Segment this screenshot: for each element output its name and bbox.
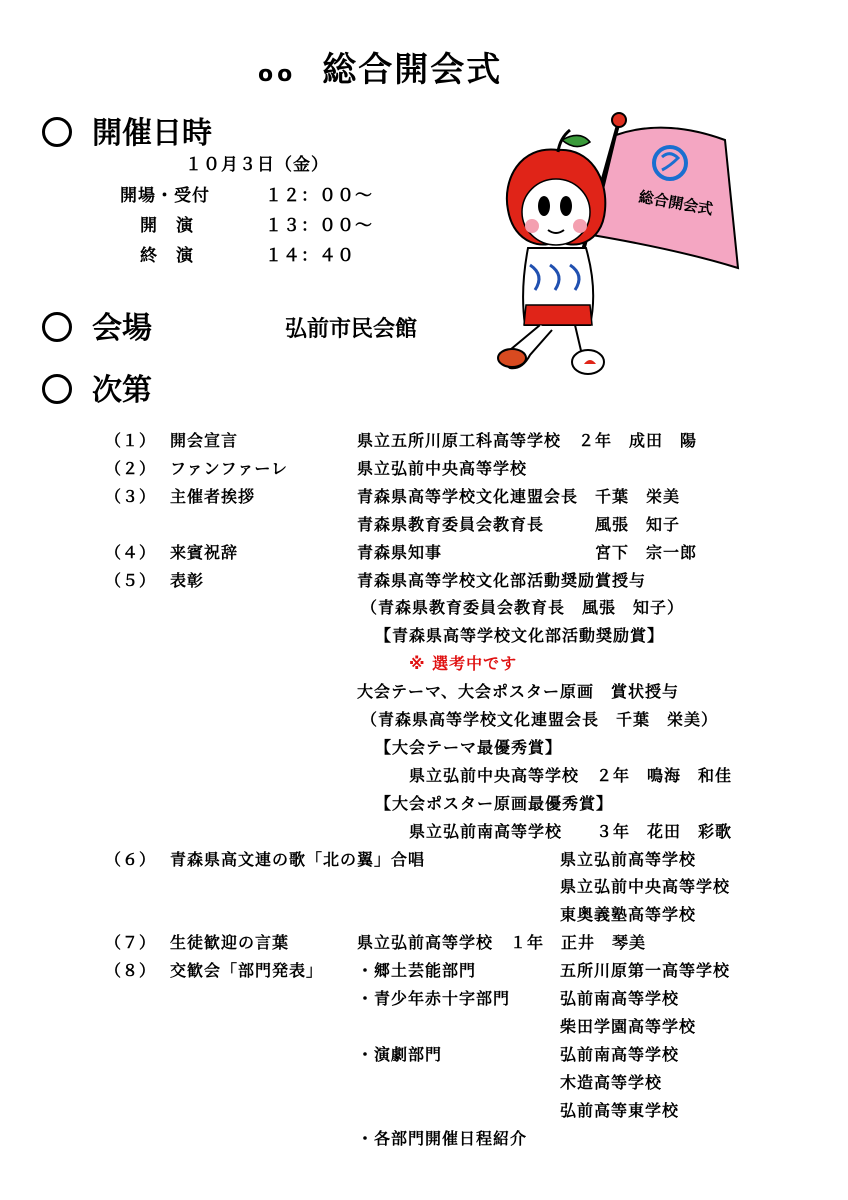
item-detail: 大会テーマ、大会ポスター原画 賞状授与 <box>357 682 680 702</box>
schedule-label: 開場・受付 <box>120 186 210 206</box>
item-detail: 青森県高等学校文化部活動奨励賞授与 <box>357 570 647 590</box>
circle-bullet-icon <box>42 312 72 342</box>
item-detail: 県立弘前高等学校 <box>560 849 697 869</box>
item-detail: 県立五所川原工科高等学校 ２年 成田 陽 <box>357 431 698 450</box>
flag-label: 総合開会式 <box>637 187 715 219</box>
item-detail: 県立弘前南高等学校 ３年 花田 彩歌 <box>409 821 733 841</box>
item-detail: 東奥義塾高等学校 <box>560 905 697 925</box>
item-detail: 【青森県高等学校文化部活動奨励賞】 <box>375 626 665 646</box>
item-number: （２） <box>105 458 157 478</box>
item-name: 青森県高文連の歌「北の翼」合唱 <box>170 849 426 869</box>
schedule-label: 終 演 <box>140 246 194 266</box>
item-name: 来賓祝辞 <box>170 542 239 562</box>
item-school: 柴田学園高等学校 <box>560 1016 697 1036</box>
schedule-label: 開 演 <box>140 216 194 236</box>
item-name: 主催者挨拶 <box>170 486 256 506</box>
schedule-time: １３：００～ <box>265 216 373 236</box>
item-number: （３） <box>105 486 157 506</box>
item-detail: ・青少年赤十字部門 <box>357 989 511 1008</box>
item-detail: 青森県高等学校文化連盟会長 千葉 栄美 <box>357 486 681 506</box>
circle-bullet-icon <box>42 374 72 404</box>
item-detail: 県立弘前中央高等学校 ２年 鳴海 和佳 <box>409 765 733 785</box>
item-detail: （青森県高等学校文化連盟会長 千葉 栄美） <box>361 710 719 729</box>
schedule-time: １４：４０ <box>265 246 355 266</box>
item-number: （４） <box>105 542 157 562</box>
page-title <box>258 42 502 91</box>
circle-bullet-icon <box>42 117 72 147</box>
item-name: 交歓会「部門発表」 <box>170 961 324 981</box>
item-name: 生徒歓迎の言葉 <box>170 933 290 953</box>
item-detail: ・各部門開催日程紹介 <box>357 1128 528 1148</box>
pending-notice: ※ 選考中です <box>409 654 518 674</box>
item-number: （５） <box>105 570 157 590</box>
item-number: （１） <box>105 431 157 450</box>
apple-mascot-illustration <box>490 100 750 385</box>
venue-name: 弘前市民会館 <box>285 317 418 342</box>
item-detail: 青森県知事 宮下 宗一郎 <box>357 542 698 562</box>
item-detail: ・演劇部門 <box>357 1044 443 1064</box>
item-name: 開会宣言 <box>170 431 239 450</box>
item-number: （６） <box>105 849 157 869</box>
item-school: 弘前南高等学校 <box>560 1044 680 1064</box>
item-number: （７） <box>105 933 157 953</box>
item-detail: 県立弘前高等学校 １年 正井 琴美 <box>357 933 647 953</box>
item-school: 弘前高等東学校 <box>560 1100 680 1120</box>
item-detail: 【大会テーマ最優秀賞】 <box>375 737 563 757</box>
section-program-heading: 次第 <box>42 365 152 409</box>
item-school: 木造高等学校 <box>560 1072 663 1092</box>
item-detail: 【大会ポスター原画最優秀賞】 <box>375 793 614 813</box>
section-datetime-heading: 開催日時 <box>42 108 212 152</box>
title-main: 総合開会式 <box>322 50 503 90</box>
item-school: 弘前南高等学校 <box>560 989 680 1008</box>
item-detail: 青森県教育委員会教育長 風張 知子 <box>357 514 681 534</box>
item-school: 五所川原第一高等学校 <box>560 961 731 981</box>
event-date: １０月３日（金） <box>185 155 329 175</box>
item-name: ファンファーレ <box>170 458 289 478</box>
schedule-time: １２：００～ <box>265 186 373 206</box>
item-detail: 県立弘前中央高等学校 <box>560 877 731 897</box>
section-venue-heading: 会場 <box>42 303 152 347</box>
item-detail: ・郷土芸能部門 <box>357 961 477 981</box>
item-detail: 県立弘前中央高等学校 <box>357 458 528 478</box>
title-prefix: oo <box>258 62 297 87</box>
item-detail: （青森県教育委員会教育長 風張 知子） <box>361 598 685 618</box>
item-number: （８） <box>105 961 157 981</box>
item-name: 表彰 <box>170 570 205 590</box>
